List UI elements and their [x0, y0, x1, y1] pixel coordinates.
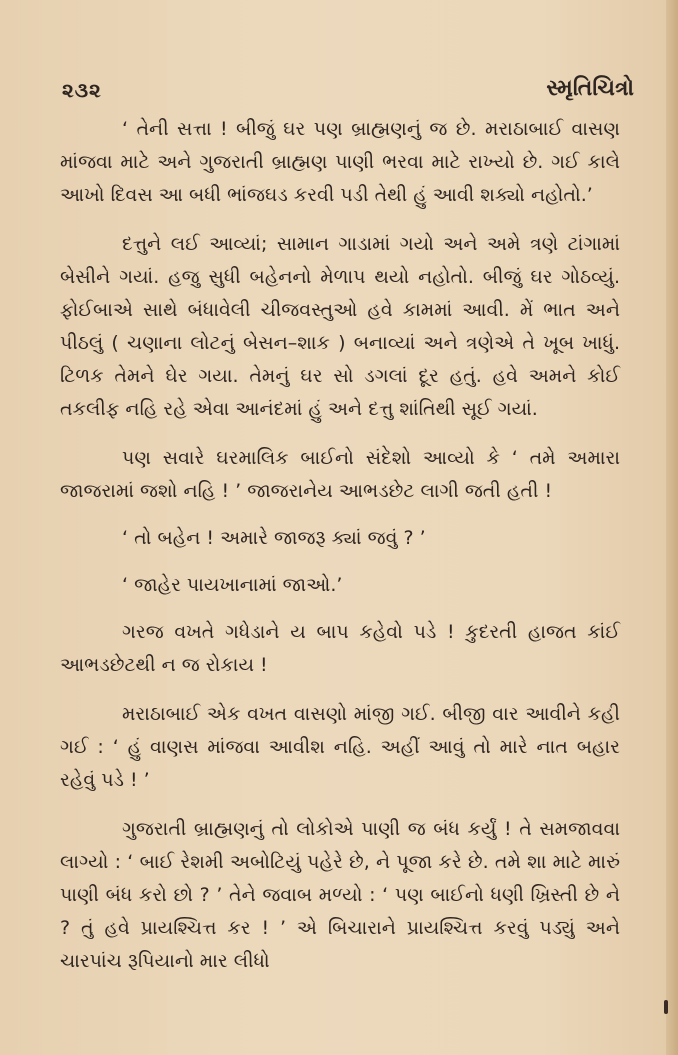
paragraph-1: ‘ તેની સત્તા ! બીજું ઘર પણ બ્રાહ્મણનું જ છે. મરાઠાબાઈ વાસણ માંજવા માટે અને ગુજરાતી બ્રાહ્મણ પાણી ભરવા માટે રાખ્યો છે. ગઈ કાલે આખો દિવસ આ બધી ભાંજઘડ કરવી પડી તેથી હું આવી શક્યો નહોતો.’ — [60, 118, 620, 206]
page-header — [0, 0, 678, 110]
page-number: ૨૩૨ — [62, 78, 102, 102]
body-text — [60, 113, 620, 994]
page-edge-shadow — [666, 0, 678, 1055]
paragraph-7: મરાઠાબાઈ એક વખત વાસણો માંજી ગઈ. બીજી વાર આવીને કહી ગઈ : ‘ હું વાણસ માંજવા આવીશ નહિ. અહીં આવું તો મારે નાત બહાર રહેવું પડે ! ’ — [60, 703, 620, 791]
running-title: સ્મૃતિચિત્રો — [546, 76, 634, 101]
paragraph-3: પણ સવારે ઘરમાલિક બાઈનો સંદેશો આવ્યો કે ‘ તમે અમારા જાજરામાં જશો નહિ ! ’ જાજરાનેય આભડછેટ લાગી જતી હતી ! — [60, 447, 620, 502]
paragraph-8: ગુજરાતી બ્રાહ્મણનું તો લોકોએ પાણી જ બંધ કર્યું ! તે સમજાવવા લાગ્યો : ‘ બાઈ રેશમી અબોટિયું પહેરે છે, ને પૂજા કરે છે. તમે શા માટે મારું પાણી બંધ કરો છો ? ’ તેને જવાબ મળ્યો : ‘ પણ બાઈનો ધણી ખ્રિસ્તી છે ને ? તું હવે પ્રાયશ્ચિત્ત કર ! ’ એ બિચારાને પ્રાયશ્ચિત્ત કરવું પડ્યું અને ચારપાંચ રૂપિયાનો માર લીધો — [60, 818, 620, 972]
paragraph-5: ‘ જાહેર પાયખાનામાં જાઓ.’ — [122, 574, 343, 596]
page-edge-mark — [664, 1000, 668, 1014]
paragraph-2: દત્તુને લઈ આવ્યાં; સામાન ગાડામાં ગયો અને અમે ત્રણે ટાંગામાં બેસીને ગયાં. હજુ સુધી બહેનનો મેળાપ થયો નહોતો. બીજું ઘર ગોઠવ્યું. ફોઈબાએ સાથે બંધાવેલી ચીજવસ્તુઓ હવે કામમાં આવી. મેં ભાત અને પીઠલું ( ચણાના લોટનું બેસન–શાક ) બનાવ્યાં અને ત્રણેએ તે ખૂબ ખાધું. ટિળક તેમને ઘેર ગયા. તેમનું ઘર સો ડગલાં દૂર હતું. હવે અમને કોઈ તકલીફ નહિ રહે એવા આનંદમાં હું અને દત્તુ શાંતિથી સૂઈ ગયાં. — [60, 233, 620, 420]
paragraph-6: ગરજ વખતે ગધેડાને ય બાપ કહેવો પડે ! કુદરતી હાજત કાંઈ આભડછેટથી ન જ રોકાય ! — [60, 621, 620, 676]
paragraph-4: ‘ તો બહેન ! અમારે જાજરૂ ક્યાં જવું ? ’ — [122, 527, 426, 549]
